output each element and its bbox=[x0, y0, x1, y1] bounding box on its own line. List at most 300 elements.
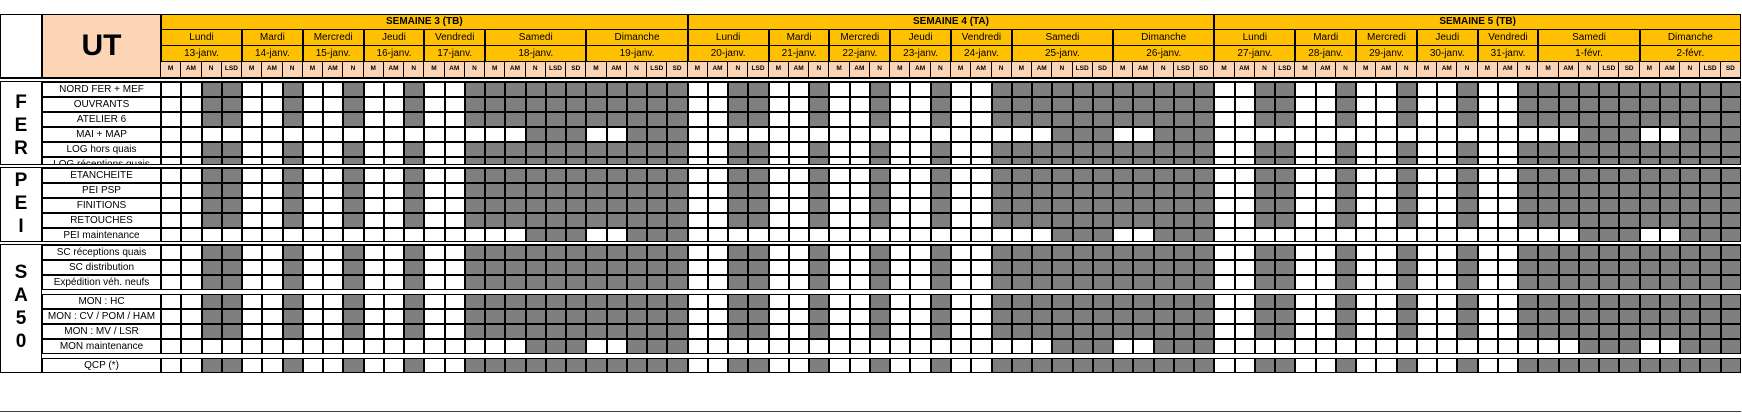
closed-cell bbox=[1457, 97, 1477, 112]
open-cell bbox=[424, 260, 444, 275]
closed-cell bbox=[1579, 324, 1599, 339]
closed-cell bbox=[728, 82, 748, 97]
closed-cell bbox=[992, 142, 1012, 157]
closed-cell bbox=[1174, 112, 1194, 127]
open-cell bbox=[829, 275, 849, 290]
closed-cell bbox=[526, 260, 546, 275]
open-cell bbox=[688, 112, 708, 127]
open-cell bbox=[1356, 142, 1376, 157]
closed-cell bbox=[1052, 358, 1072, 373]
open-cell bbox=[910, 294, 930, 309]
open-cell bbox=[505, 127, 525, 142]
closed-cell bbox=[1052, 168, 1072, 183]
closed-cell bbox=[1093, 127, 1113, 142]
open-cell bbox=[303, 339, 323, 354]
closed-cell bbox=[1680, 112, 1700, 127]
closed-cell bbox=[992, 309, 1012, 324]
closed-cell bbox=[1113, 309, 1133, 324]
open-cell bbox=[971, 275, 991, 290]
open-cell bbox=[951, 112, 971, 127]
group-letters bbox=[0, 164, 42, 243]
group-letter: F bbox=[15, 91, 27, 113]
closed-cell bbox=[1275, 142, 1295, 157]
open-cell bbox=[789, 183, 809, 198]
open-cell bbox=[1437, 294, 1457, 309]
open-cell bbox=[485, 339, 505, 354]
open-cell bbox=[1032, 127, 1052, 142]
open-cell bbox=[303, 112, 323, 127]
closed-cell bbox=[404, 358, 424, 373]
closed-cell bbox=[1721, 213, 1741, 228]
closed-cell bbox=[1194, 260, 1214, 275]
closed-cell bbox=[870, 82, 890, 97]
closed-cell bbox=[1093, 112, 1113, 127]
closed-cell bbox=[1133, 245, 1153, 260]
closed-cell bbox=[202, 142, 222, 157]
closed-cell bbox=[748, 213, 768, 228]
closed-cell bbox=[1660, 112, 1680, 127]
date-header: 30-janv. bbox=[1417, 46, 1478, 62]
closed-cell bbox=[1174, 309, 1194, 324]
shift-header: AM bbox=[323, 62, 343, 78]
closed-cell bbox=[1255, 358, 1275, 373]
closed-cell bbox=[1012, 183, 1032, 198]
closed-cell bbox=[1154, 339, 1174, 354]
open-cell bbox=[404, 339, 424, 354]
open-cell bbox=[424, 127, 444, 142]
shift-header: LSD bbox=[1073, 62, 1093, 78]
open-cell bbox=[1235, 127, 1255, 142]
closed-cell bbox=[343, 294, 363, 309]
corner-blank bbox=[0, 14, 42, 78]
date-header: 20-janv. bbox=[688, 46, 769, 62]
closed-cell bbox=[1660, 245, 1680, 260]
open-cell bbox=[1417, 358, 1437, 373]
open-cell bbox=[262, 294, 282, 309]
open-cell bbox=[809, 127, 829, 142]
open-cell bbox=[708, 358, 728, 373]
closed-cell bbox=[1073, 339, 1093, 354]
closed-cell bbox=[222, 275, 242, 290]
open-cell bbox=[850, 183, 870, 198]
closed-cell bbox=[1619, 127, 1639, 142]
open-cell bbox=[1214, 168, 1234, 183]
shift-header: M bbox=[1012, 62, 1032, 78]
closed-cell bbox=[1579, 97, 1599, 112]
open-cell bbox=[1235, 339, 1255, 354]
open-cell bbox=[161, 358, 181, 373]
closed-cell bbox=[627, 245, 647, 260]
open-cell bbox=[992, 339, 1012, 354]
open-cell bbox=[1295, 82, 1315, 97]
closed-cell bbox=[1599, 97, 1619, 112]
closed-cell bbox=[1457, 112, 1477, 127]
open-cell bbox=[1437, 183, 1457, 198]
open-cell bbox=[1437, 309, 1457, 324]
row-label: ETANCHEITE bbox=[42, 168, 161, 183]
open-cell bbox=[445, 112, 465, 127]
open-cell bbox=[870, 127, 890, 142]
open-cell bbox=[910, 112, 930, 127]
shift-header: N bbox=[992, 62, 1012, 78]
closed-cell bbox=[1093, 358, 1113, 373]
closed-cell bbox=[1133, 198, 1153, 213]
closed-cell bbox=[1660, 309, 1680, 324]
open-cell bbox=[708, 213, 728, 228]
open-cell bbox=[688, 339, 708, 354]
shift-header: M bbox=[688, 62, 708, 78]
open-cell bbox=[303, 168, 323, 183]
closed-cell bbox=[992, 97, 1012, 112]
closed-cell bbox=[667, 213, 687, 228]
open-cell bbox=[728, 339, 748, 354]
closed-cell bbox=[546, 324, 566, 339]
open-cell bbox=[1437, 127, 1457, 142]
open-cell bbox=[1214, 213, 1234, 228]
closed-cell bbox=[586, 168, 606, 183]
closed-cell bbox=[1336, 294, 1356, 309]
open-cell bbox=[890, 294, 910, 309]
closed-cell bbox=[1680, 339, 1700, 354]
closed-cell bbox=[1073, 275, 1093, 290]
open-cell bbox=[161, 339, 181, 354]
closed-cell bbox=[1457, 358, 1477, 373]
closed-cell bbox=[627, 112, 647, 127]
closed-cell bbox=[667, 142, 687, 157]
closed-cell bbox=[870, 294, 890, 309]
closed-cell bbox=[465, 168, 485, 183]
closed-cell bbox=[566, 260, 586, 275]
open-cell bbox=[789, 309, 809, 324]
closed-cell bbox=[647, 97, 667, 112]
closed-cell bbox=[202, 275, 222, 290]
open-cell bbox=[1235, 198, 1255, 213]
shift-header: SD bbox=[1721, 62, 1741, 78]
open-cell bbox=[688, 245, 708, 260]
open-cell bbox=[1356, 198, 1376, 213]
open-cell bbox=[1356, 260, 1376, 275]
closed-cell bbox=[1012, 275, 1032, 290]
day-header: Lundi bbox=[161, 30, 242, 46]
closed-cell bbox=[505, 309, 525, 324]
closed-cell bbox=[1093, 168, 1113, 183]
shift-header: N bbox=[1579, 62, 1599, 78]
open-cell bbox=[181, 198, 201, 213]
date-header: 26-janv. bbox=[1113, 46, 1214, 62]
open-cell bbox=[323, 275, 343, 290]
open-cell bbox=[850, 275, 870, 290]
open-cell bbox=[181, 260, 201, 275]
closed-cell bbox=[1032, 168, 1052, 183]
closed-cell bbox=[1012, 198, 1032, 213]
open-cell bbox=[364, 339, 384, 354]
shift-header: SD bbox=[1619, 62, 1639, 78]
closed-cell bbox=[586, 324, 606, 339]
open-cell bbox=[323, 127, 343, 142]
open-cell bbox=[789, 358, 809, 373]
closed-cell bbox=[1194, 358, 1214, 373]
open-cell bbox=[262, 168, 282, 183]
open-cell bbox=[910, 324, 930, 339]
closed-cell bbox=[870, 183, 890, 198]
closed-cell bbox=[1721, 97, 1741, 112]
closed-cell bbox=[1073, 183, 1093, 198]
open-cell bbox=[748, 127, 768, 142]
day-header: Samedi bbox=[1012, 30, 1113, 46]
open-cell bbox=[1336, 339, 1356, 354]
shift-header: AM bbox=[607, 62, 627, 78]
open-cell bbox=[1133, 127, 1153, 142]
shift-header: SD bbox=[1194, 62, 1214, 78]
open-cell bbox=[242, 82, 262, 97]
closed-cell bbox=[1680, 358, 1700, 373]
open-cell bbox=[424, 168, 444, 183]
closed-cell bbox=[283, 294, 303, 309]
closed-cell bbox=[505, 97, 525, 112]
open-cell bbox=[850, 309, 870, 324]
open-cell bbox=[161, 82, 181, 97]
closed-cell bbox=[1640, 275, 1660, 290]
row-label: MON : CV / POM / HAM bbox=[42, 309, 161, 324]
closed-cell bbox=[1538, 82, 1558, 97]
open-cell bbox=[1498, 260, 1518, 275]
open-cell bbox=[161, 260, 181, 275]
closed-cell bbox=[1397, 97, 1417, 112]
open-cell bbox=[161, 97, 181, 112]
closed-cell bbox=[667, 358, 687, 373]
closed-cell bbox=[1154, 97, 1174, 112]
closed-cell bbox=[647, 358, 667, 373]
open-cell bbox=[1356, 339, 1376, 354]
closed-cell bbox=[202, 97, 222, 112]
open-cell bbox=[1295, 275, 1315, 290]
open-cell bbox=[161, 294, 181, 309]
open-cell bbox=[890, 260, 910, 275]
closed-cell bbox=[1012, 213, 1032, 228]
closed-cell bbox=[1559, 275, 1579, 290]
closed-cell bbox=[1721, 309, 1741, 324]
closed-cell bbox=[1154, 294, 1174, 309]
open-cell bbox=[364, 294, 384, 309]
closed-cell bbox=[728, 112, 748, 127]
closed-cell bbox=[1599, 213, 1619, 228]
day-header: Mercredi bbox=[829, 30, 890, 46]
open-cell bbox=[1214, 294, 1234, 309]
open-cell bbox=[607, 339, 627, 354]
closed-cell bbox=[343, 275, 363, 290]
closed-cell bbox=[465, 324, 485, 339]
closed-cell bbox=[1255, 324, 1275, 339]
open-cell bbox=[1417, 82, 1437, 97]
shift-header: N bbox=[1397, 62, 1417, 78]
open-cell bbox=[769, 358, 789, 373]
closed-cell bbox=[1174, 183, 1194, 198]
row-label: LOG hors quais bbox=[42, 142, 161, 157]
open-cell bbox=[303, 294, 323, 309]
open-cell bbox=[1376, 245, 1396, 260]
day-header: Lundi bbox=[688, 30, 769, 46]
shift-header: M bbox=[161, 62, 181, 78]
closed-cell bbox=[505, 245, 525, 260]
day-header: Dimanche bbox=[1113, 30, 1214, 46]
shift-header: N bbox=[1680, 62, 1700, 78]
open-cell bbox=[445, 97, 465, 112]
closed-cell bbox=[1518, 260, 1538, 275]
shift-header: M bbox=[829, 62, 849, 78]
closed-cell bbox=[1721, 245, 1741, 260]
shift-header: SD bbox=[1093, 62, 1113, 78]
closed-cell bbox=[627, 127, 647, 142]
open-cell bbox=[1457, 339, 1477, 354]
shift-header: AM bbox=[1316, 62, 1336, 78]
open-cell bbox=[1498, 198, 1518, 213]
open-cell bbox=[424, 97, 444, 112]
open-cell bbox=[971, 294, 991, 309]
open-cell bbox=[364, 309, 384, 324]
open-cell bbox=[850, 324, 870, 339]
open-cell bbox=[1478, 309, 1498, 324]
closed-cell bbox=[283, 358, 303, 373]
open-cell bbox=[303, 97, 323, 112]
closed-cell bbox=[1336, 245, 1356, 260]
group-letter: P bbox=[14, 170, 28, 191]
open-cell bbox=[1417, 275, 1437, 290]
closed-cell bbox=[222, 198, 242, 213]
open-cell bbox=[1032, 339, 1052, 354]
open-cell bbox=[424, 294, 444, 309]
open-cell bbox=[769, 142, 789, 157]
closed-cell bbox=[1032, 97, 1052, 112]
closed-cell bbox=[546, 358, 566, 373]
closed-cell bbox=[1032, 309, 1052, 324]
open-cell bbox=[1235, 82, 1255, 97]
open-cell bbox=[951, 82, 971, 97]
shift-header: N bbox=[283, 62, 303, 78]
open-cell bbox=[971, 358, 991, 373]
open-cell bbox=[1417, 97, 1437, 112]
open-cell bbox=[1478, 324, 1498, 339]
closed-cell bbox=[607, 112, 627, 127]
closed-cell bbox=[586, 198, 606, 213]
closed-cell bbox=[1336, 97, 1356, 112]
closed-cell bbox=[607, 294, 627, 309]
open-cell bbox=[829, 183, 849, 198]
open-cell bbox=[688, 213, 708, 228]
open-cell bbox=[1235, 358, 1255, 373]
closed-cell bbox=[1619, 183, 1639, 198]
open-cell bbox=[181, 275, 201, 290]
closed-cell bbox=[1174, 275, 1194, 290]
open-cell bbox=[242, 198, 262, 213]
row-label: Expédition véh. neufs bbox=[42, 275, 161, 290]
closed-cell bbox=[870, 260, 890, 275]
open-cell bbox=[971, 82, 991, 97]
closed-cell bbox=[1194, 142, 1214, 157]
closed-cell bbox=[1599, 82, 1619, 97]
open-cell bbox=[1356, 213, 1376, 228]
closed-cell bbox=[1559, 168, 1579, 183]
closed-cell bbox=[627, 339, 647, 354]
open-cell bbox=[1376, 198, 1396, 213]
open-cell bbox=[1437, 245, 1457, 260]
open-cell bbox=[323, 339, 343, 354]
open-cell bbox=[809, 339, 829, 354]
closed-cell bbox=[526, 213, 546, 228]
closed-cell bbox=[992, 245, 1012, 260]
open-cell bbox=[364, 183, 384, 198]
closed-cell bbox=[809, 309, 829, 324]
open-cell bbox=[829, 260, 849, 275]
open-cell bbox=[789, 213, 809, 228]
closed-cell bbox=[627, 275, 647, 290]
open-cell bbox=[688, 183, 708, 198]
closed-cell bbox=[526, 198, 546, 213]
closed-cell bbox=[1052, 127, 1072, 142]
date-header: 1-févr. bbox=[1538, 46, 1639, 62]
closed-cell bbox=[931, 112, 951, 127]
closed-cell bbox=[1073, 112, 1093, 127]
open-cell bbox=[283, 127, 303, 142]
closed-cell bbox=[1093, 183, 1113, 198]
closed-cell bbox=[1599, 142, 1619, 157]
closed-cell bbox=[809, 213, 829, 228]
closed-cell bbox=[222, 260, 242, 275]
closed-cell bbox=[202, 358, 222, 373]
open-cell bbox=[303, 82, 323, 97]
closed-cell bbox=[1093, 339, 1113, 354]
open-cell bbox=[1133, 339, 1153, 354]
open-cell bbox=[890, 168, 910, 183]
closed-cell bbox=[465, 198, 485, 213]
open-cell bbox=[303, 198, 323, 213]
open-cell bbox=[445, 294, 465, 309]
closed-cell bbox=[1579, 275, 1599, 290]
closed-cell bbox=[1680, 260, 1700, 275]
open-cell bbox=[1478, 183, 1498, 198]
open-cell bbox=[424, 198, 444, 213]
open-cell bbox=[181, 324, 201, 339]
open-cell bbox=[161, 309, 181, 324]
closed-cell bbox=[566, 82, 586, 97]
open-cell bbox=[1437, 97, 1457, 112]
open-cell bbox=[303, 142, 323, 157]
closed-cell bbox=[566, 127, 586, 142]
row-label: FINITIONS bbox=[42, 198, 161, 213]
closed-cell bbox=[465, 309, 485, 324]
group-letter: I bbox=[18, 216, 24, 237]
day-header: Samedi bbox=[1538, 30, 1639, 46]
open-cell bbox=[384, 358, 404, 373]
closed-cell bbox=[870, 245, 890, 260]
closed-cell bbox=[647, 82, 667, 97]
open-cell bbox=[1478, 294, 1498, 309]
open-cell bbox=[1356, 183, 1376, 198]
open-cell bbox=[1356, 275, 1376, 290]
open-cell bbox=[1316, 260, 1336, 275]
closed-cell bbox=[1012, 294, 1032, 309]
closed-cell bbox=[647, 142, 667, 157]
open-cell bbox=[1397, 339, 1417, 354]
closed-cell bbox=[1133, 294, 1153, 309]
closed-cell bbox=[1721, 339, 1741, 354]
closed-cell bbox=[647, 275, 667, 290]
closed-cell bbox=[1619, 245, 1639, 260]
open-cell bbox=[424, 324, 444, 339]
closed-cell bbox=[343, 112, 363, 127]
closed-cell bbox=[1721, 142, 1741, 157]
closed-cell bbox=[1194, 213, 1214, 228]
closed-cell bbox=[566, 213, 586, 228]
